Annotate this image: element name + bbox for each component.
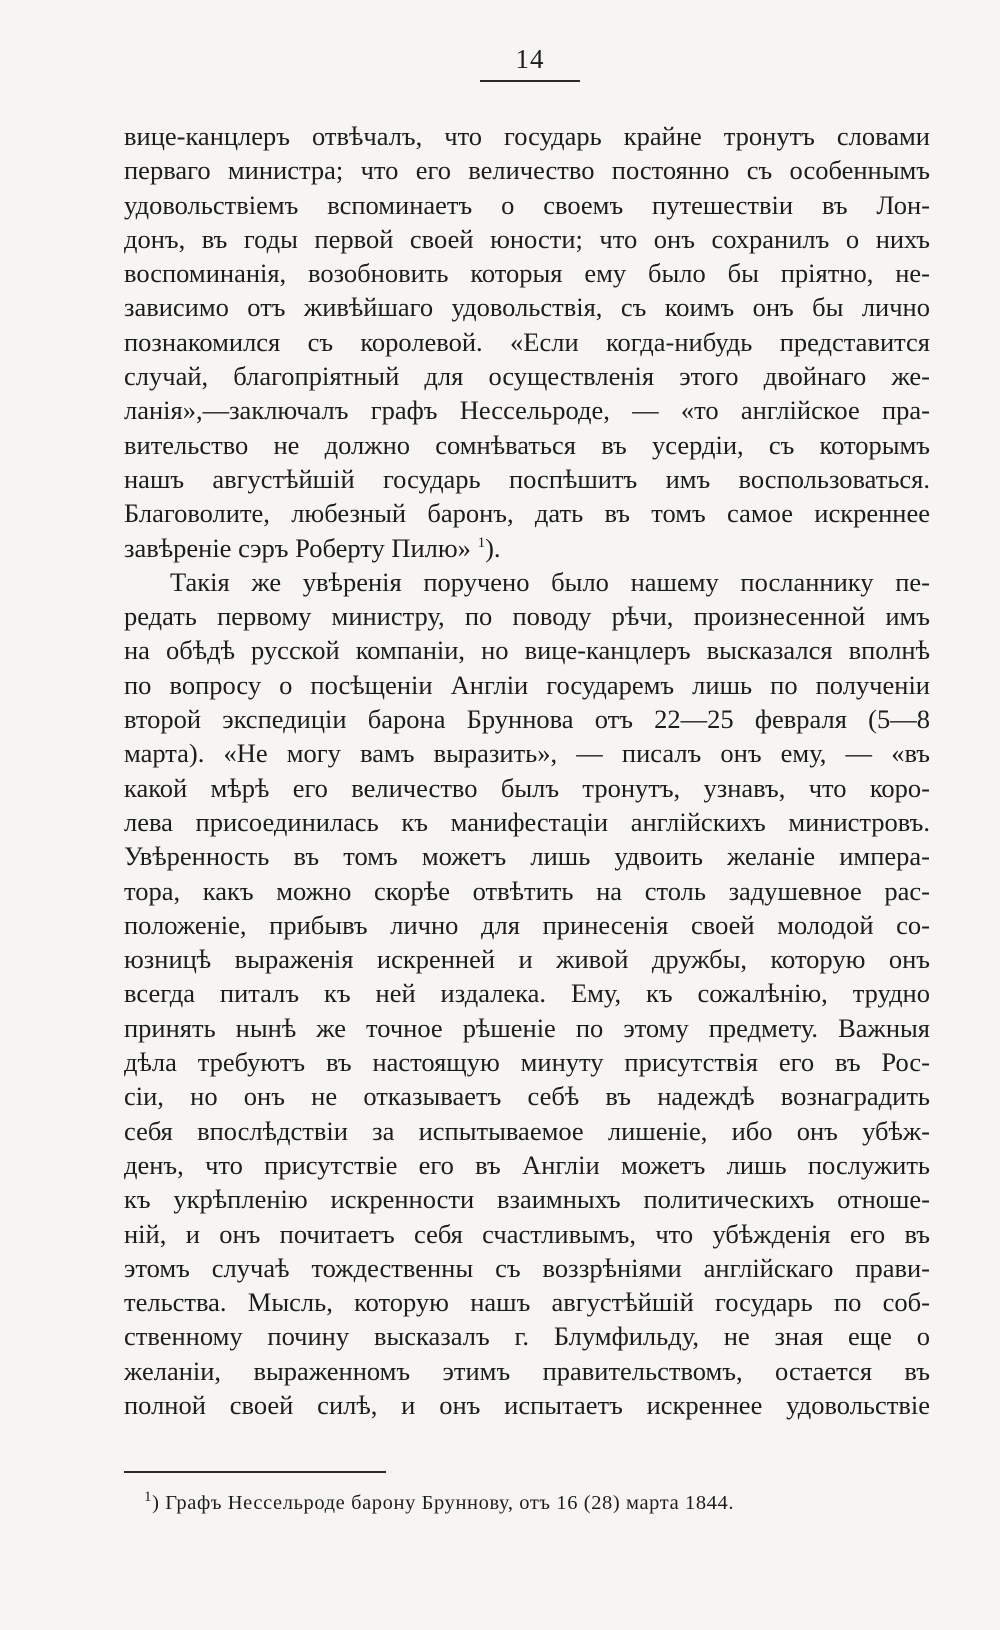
text-line: лева присоединилась къ манифестаціи англійскихъ министровъ. [124, 806, 930, 837]
text-line: зависимо отъ живѣйшаго удовольствія, съ коимъ онъ бы лично [124, 292, 930, 323]
page-number-rule [480, 80, 580, 82]
text-line: нашъ августѣйшій государь поспѣшитъ имъ воспользоваться. [124, 463, 930, 494]
text-line: на обѣдѣ русской компаніи, но вице-канцлеръ высказался вполнѣ [124, 635, 930, 666]
footnote-ref-suffix: ). [485, 532, 501, 563]
text-line: Такія же увѣренія поручено было нашему посланнику пе- [170, 566, 930, 597]
text-line: къ укрѣпленію искренности взаимныхъ политическихъ отноше- [124, 1184, 930, 1215]
body-text [124, 119, 930, 1422]
footnote [144, 1490, 930, 1516]
text-line: случай, благопріятный для осуществленія этого двойнаго же- [124, 361, 930, 392]
text-line: какой мѣрѣ его величество былъ тронутъ, узнавъ, что коро- [124, 772, 930, 803]
text-line: ланія»,—заключалъ графъ Нессельроде, — «то англійское пра- [124, 395, 930, 426]
text-line: Увѣренность въ томъ можетъ лишь удвоить желаніе импера- [124, 841, 930, 872]
text-line: денъ, что присутствіе его въ Англіи можетъ лишь послужить [124, 1149, 930, 1180]
text-line: по вопросу о посѣщеніи Англіи государемъ лишь по полученіи [124, 669, 930, 700]
text-line: себя впослѣдствіи за испытываемое лишеніе, ибо онъ убѣж- [124, 1115, 930, 1146]
text-line: воспоминанія, возобновить которыя ему было бы пріятно, не- [124, 258, 930, 289]
text-line: тельства. Мысль, которую нашъ августѣйшій государь по соб- [124, 1287, 930, 1318]
text-line: желаніи, выраженномъ этимъ правительствомъ, остается въ [124, 1355, 930, 1386]
text-line: второй экспедиціи барона Бруннова отъ 22—25 февраля (5—8 [124, 704, 930, 735]
text-line: марта). «Не могу вамъ выразить», — писалъ онъ ему, — «въ [124, 738, 930, 769]
footnote-rule [124, 1471, 386, 1473]
text-line: дѣла требуютъ въ настоящую минуту присутствія его въ Рос- [124, 1047, 930, 1078]
text-line: вительство не должно сомнѣваться въ усердіи, съ которымъ [124, 429, 930, 460]
text-line: ственному почину высказалъ г. Блумфильду, не зная еще о [124, 1321, 930, 1352]
text-line: юзницѣ выраженія искренней и живой дружбы, которую онъ [124, 944, 930, 975]
text-line: полной своей силѣ, и онъ испытаетъ искреннее удовольствіе [124, 1389, 930, 1420]
text-line: донъ, въ годы первой своей юности; что онъ сохранилъ о нихъ [124, 223, 930, 254]
text-line: положеніе, прибывъ лично для принесенія своей молодой со- [124, 909, 930, 940]
text-line: всегда питалъ къ ней издалека. Ему, къ сожалѣнію, трудно [124, 978, 930, 1009]
text-line: принять нынѣ же точное рѣшеніе по этому предмету. Важныя [124, 1012, 930, 1043]
text-line: ній, и онъ почитаетъ себя счастливымъ, что убѣжденія его въ [124, 1218, 930, 1249]
text-line: вице-канцлеръ отвѣчалъ, что государь крайне тронутъ словами [124, 121, 930, 151]
text-line: Благоволите, любезный баронъ, дать въ томъ самое искреннее [124, 498, 930, 529]
text-line: редать первому министру, по поводу рѣчи, произнесенной имъ [124, 601, 930, 632]
text-line: познакомился съ королевой. «Если когда-нибудь представится [124, 326, 930, 357]
text-line-with-footnote-ref [124, 531, 930, 565]
text-line: тора, какъ можно скорѣе отвѣтить на столь задушевное рас- [124, 875, 930, 906]
text-line: этомъ случаѣ тождественны съ воззрѣніями англійскаго прави- [124, 1252, 930, 1283]
footnote-text: ) Графъ Нессельроде барону Бруннову, отъ 16 (28) марта 1844. [152, 1492, 735, 1514]
page-number: 14 [515, 44, 545, 74]
footnote-ref-marker: 1 [477, 534, 486, 551]
text-line: перваго министра; что его величество постоянно съ особеннымъ [124, 155, 930, 186]
text-line: сіи, но онъ не отказываетъ себѣ въ надеждѣ вознаградить [124, 1081, 930, 1112]
footnote-marker: 1 [144, 1489, 153, 1506]
text-line: удовольствіемъ вспоминаетъ о своемъ путешествіи въ Лон- [124, 189, 930, 220]
text-line: завѣреніе сэръ Роберту Пилю» [124, 532, 471, 563]
